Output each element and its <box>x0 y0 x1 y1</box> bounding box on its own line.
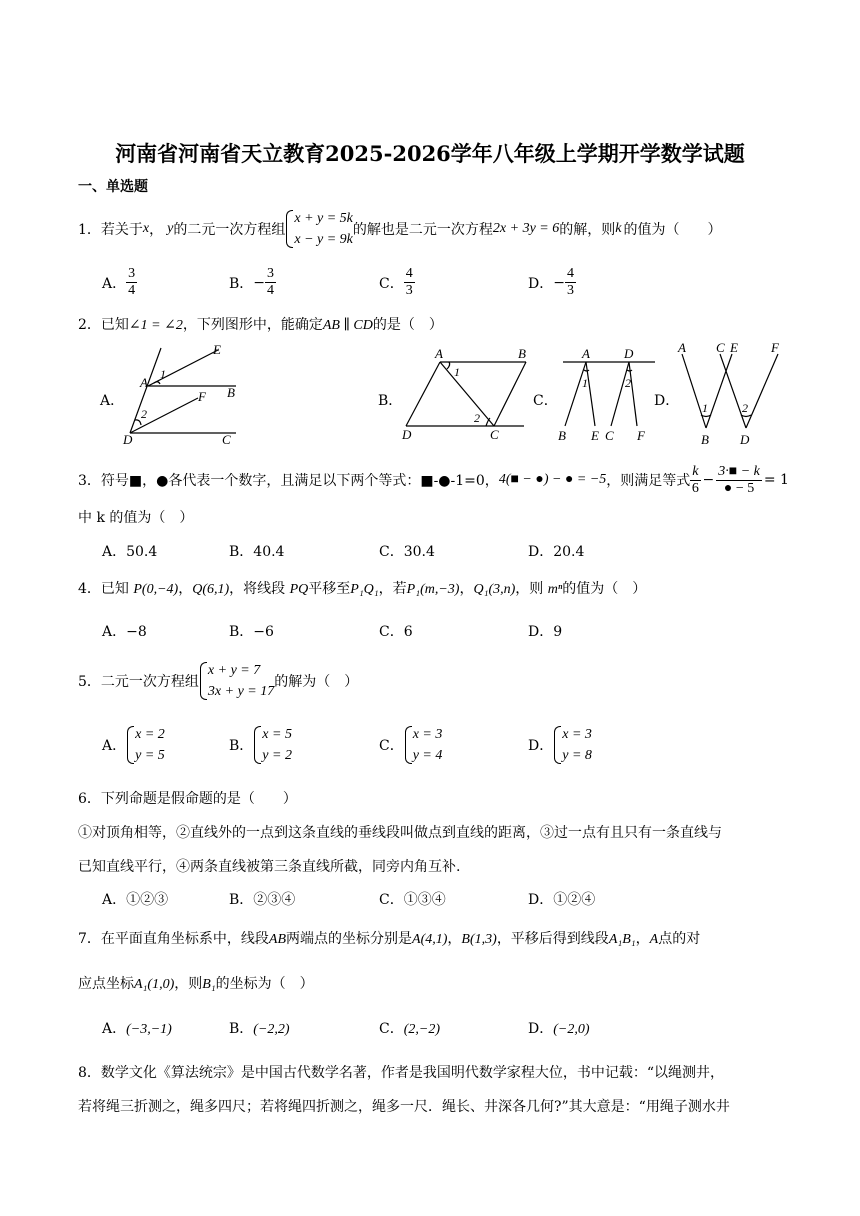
q1-eq3: 2x + 3y = 6 <box>492 221 560 236</box>
q3-fraction-a <box>690 464 700 497</box>
svg-text:D: D <box>402 427 412 442</box>
svg-text:F: F <box>771 340 779 355</box>
q4-text-e: ，则 <box>515 581 544 597</box>
q1-sep: ， <box>149 222 164 238</box>
denominator: 3 <box>405 283 413 298</box>
q7-point-a: A(4,1) <box>412 932 448 947</box>
svg-text:F: F <box>637 428 645 443</box>
question-3 <box>78 458 789 502</box>
q4-option-d[interactable]: D．9 <box>528 624 563 640</box>
q4-point-q: Q(6,1) <box>192 582 230 597</box>
option-eq2: y = 8 <box>562 748 592 763</box>
q1-option-a[interactable] <box>102 266 137 299</box>
question-1 <box>78 205 721 253</box>
svg-text:1: 1 <box>160 367 166 381</box>
svg-text:2: 2 <box>625 376 631 390</box>
option-eq1: x = 3 <box>412 727 443 742</box>
q7-segment-ab: AB <box>268 932 287 947</box>
option-eq1: x = 5 <box>262 727 292 742</box>
q1-pre: 1．若关于 <box>78 222 143 238</box>
q1-equation-system <box>285 208 353 250</box>
q6-line-2: 已知直线平行，④两条直线被第三条直线所截，同旁内角互补. <box>78 859 461 875</box>
q7-text-a: 7．在平面直角坐标系中，线段 <box>78 931 269 947</box>
q7-point-label-a: A <box>649 932 659 947</box>
q2-option-a-label[interactable]: A． <box>100 393 125 409</box>
option-eq2: y = 4 <box>412 748 443 763</box>
svg-text:A: A <box>435 346 443 361</box>
q1-option-d[interactable] <box>528 266 576 299</box>
numerator: 4 <box>566 266 574 281</box>
option-system <box>404 724 443 766</box>
section-heading: 一、单选题 <box>78 179 148 195</box>
q2-figure-d[interactable] <box>674 340 786 448</box>
q1-option-b[interactable] <box>229 266 276 299</box>
q6-line-1: ①对顶角相等，②直线外的一点到这条直线的垂线段叫做点到直线的距离，③过一点有且只有一条直线与 <box>78 825 722 841</box>
option-sign: − <box>253 274 266 291</box>
q3-option-d[interactable]: D．20.4 <box>528 544 585 560</box>
q2-mid: ，下列图形中，能确定 <box>182 317 323 333</box>
q4-comma: ， <box>178 581 193 597</box>
q5-option-c[interactable] <box>379 724 442 766</box>
question-6: 6．下列命题是假命题的是（ ） <box>78 791 297 807</box>
option-label: B． <box>229 275 254 292</box>
q8-line-2: 若将绳三折测之，绳多四尺；若将绳四折测之，绳多一尺．绳长、井深各几何?”其大意是：“用绳子测水井 <box>78 1099 730 1115</box>
option-system <box>553 724 592 766</box>
svg-text:A: A <box>140 375 148 390</box>
q3-text-b: ，则满足等式 <box>606 473 691 489</box>
option-label: C． <box>379 1021 404 1037</box>
q2-option-b-label[interactable]: B． <box>378 393 403 409</box>
q7-text-d: ，平移后得到线段 <box>496 931 609 947</box>
q1-mid: 的二元一次方程组 <box>173 222 286 238</box>
q7-option-d[interactable] <box>528 1018 590 1038</box>
svg-text:D: D <box>123 432 133 446</box>
option-eq1: x = 2 <box>135 727 165 742</box>
fraction <box>565 266 576 299</box>
q7-point-b: B(1,3) <box>461 932 497 947</box>
q3-option-a[interactable]: A．50.4 <box>102 544 158 560</box>
q1-y: y <box>167 221 174 236</box>
option-label: C． <box>379 738 404 754</box>
option-label: A． <box>102 738 127 754</box>
option-value: (−2,2) <box>253 1022 290 1037</box>
q4-segment-pq: PQ <box>289 582 309 597</box>
q7-point-a1: A₁(1,0) <box>134 977 175 992</box>
q4-text-c: 平移至 <box>308 581 351 597</box>
q4-segment-p1q1: P₁Q₁ <box>350 582 379 597</box>
svg-text:2: 2 <box>474 411 480 425</box>
q7-option-b[interactable] <box>229 1018 290 1038</box>
q4-text-b: ，将线段 <box>229 581 286 597</box>
option-sign: − <box>553 274 565 291</box>
question-7 <box>78 928 700 948</box>
denominator: 4 <box>267 283 275 298</box>
q3-text-a: 3．符号■，●各代表一个数字，且满足以下两个等式：■-●-1=0， <box>78 473 499 489</box>
q1-k: k <box>615 221 622 236</box>
question-2 <box>78 314 443 334</box>
option-eq2: y = 5 <box>135 748 165 763</box>
q1-x: x <box>142 221 150 236</box>
denominator: 6 <box>691 480 699 496</box>
option-eq2: y = 2 <box>262 748 292 763</box>
q4-option-a[interactable]: A．−8 <box>102 624 147 640</box>
svg-text:D: D <box>740 432 750 447</box>
q3-option-c[interactable]: C．30.4 <box>379 544 435 560</box>
numerator: 3 <box>128 266 136 281</box>
svg-text:B: B <box>701 432 709 447</box>
q5-equation-system <box>199 660 274 702</box>
option-label: A． <box>102 275 127 292</box>
q7-text-b: 两端点的坐标分别是 <box>286 931 413 947</box>
q7-text-c: ， <box>447 931 462 947</box>
svg-text:A: A <box>582 346 590 361</box>
svg-text:C: C <box>490 427 499 442</box>
q6-option-c[interactable]: C．①③④ <box>379 892 446 908</box>
q4-text-d: ，若 <box>378 581 407 597</box>
svg-text:B: B <box>227 385 235 400</box>
svg-text:C: C <box>605 428 614 443</box>
q2-figure-b[interactable] <box>398 346 533 442</box>
option-value: (−2,0) <box>553 1022 590 1037</box>
fraction <box>126 266 137 299</box>
q1-post: 的解，则 <box>559 222 616 238</box>
svg-text:C: C <box>716 340 725 355</box>
q6-option-d[interactable]: D．①②④ <box>528 892 596 908</box>
q7-text-i: 的坐标为（ ） <box>215 976 314 992</box>
q3-equation: 4(■ − ●) − ● = −5 <box>498 472 607 487</box>
q2-post: 的是（ ） <box>372 317 443 333</box>
q7-option-a[interactable] <box>102 1018 172 1038</box>
q7-point-b1: B₁ <box>202 977 216 992</box>
q1-eq1: x + y = 5k <box>294 211 353 226</box>
svg-text:B: B <box>518 346 526 361</box>
option-label: D． <box>528 738 554 754</box>
option-system <box>126 724 165 766</box>
q3-minus: − <box>702 472 715 488</box>
q7-text-g: 应点坐标 <box>78 976 134 992</box>
q6-option-b[interactable]: B．②③④ <box>229 892 296 908</box>
q2-option-c-label[interactable]: C． <box>533 393 558 409</box>
q7-text-f: 点的对 <box>658 931 701 947</box>
svg-text:A: A <box>678 340 686 355</box>
svg-text:E: E <box>213 342 221 357</box>
svg-text:B: B <box>558 428 566 443</box>
option-label: B． <box>229 738 254 754</box>
q2-option-d-label[interactable]: D． <box>654 393 680 409</box>
q5-pre: 5．二元一次方程组 <box>78 674 199 690</box>
q4-text-f: 的值为（ ） <box>562 581 647 597</box>
q4-power: mⁿ <box>547 582 563 597</box>
q4-point-p: P(0,−4) <box>133 582 179 597</box>
q1-mid2: 的解也是二元一次方程 <box>352 222 493 238</box>
q4-option-c[interactable]: C．6 <box>379 624 413 640</box>
q3-option-b[interactable]: B．40.4 <box>229 544 285 560</box>
q2-pre: 2．已知 <box>78 317 129 333</box>
q5-eq2: 3x + y = 17 <box>207 684 275 699</box>
q2-figure-c[interactable] <box>553 344 658 444</box>
option-label: A． <box>102 1021 127 1037</box>
option-system <box>253 724 292 766</box>
q3-line-2: 中 k 的值为（ ） <box>78 510 194 526</box>
svg-text:1: 1 <box>454 365 460 379</box>
q7-text-h: ，则 <box>174 976 203 992</box>
q7-segment-a1b1: A₁B₁ <box>608 932 636 947</box>
q5-option-b[interactable] <box>229 724 292 766</box>
svg-text:E: E <box>591 428 599 443</box>
option-value: (2,−2) <box>403 1022 440 1037</box>
numerator: k <box>692 463 699 479</box>
q7-text-e: ， <box>635 931 650 947</box>
q6-option-a[interactable]: A．①②③ <box>102 892 169 908</box>
q1-option-c[interactable] <box>379 266 415 299</box>
q5-eq1: x + y = 7 <box>207 663 261 678</box>
page-title: 河南省河南省天立教育2025-2026学年八年级上学期开学数学试题 <box>115 141 745 166</box>
q2-relation: AB ∥ CD <box>322 318 373 333</box>
option-eq1: x = 3 <box>562 727 592 742</box>
q4-comma-2: ， <box>459 581 474 597</box>
svg-text:C: C <box>222 432 231 446</box>
option-label: D． <box>528 275 554 292</box>
numerator: 3·■ − k <box>718 463 760 479</box>
q4-option-b[interactable]: B．−6 <box>229 624 274 640</box>
fraction <box>404 266 415 299</box>
svg-text:D: D <box>624 346 634 361</box>
q1-post2: 的值为（ ） <box>623 222 722 238</box>
q5-post: 的解为（ ） <box>274 674 359 690</box>
svg-text:2: 2 <box>141 407 147 421</box>
question-5 <box>78 658 358 704</box>
denominator: 4 <box>128 283 136 298</box>
q5-option-a[interactable] <box>102 724 165 766</box>
svg-text:1: 1 <box>582 376 588 390</box>
numerator: 3 <box>267 266 275 281</box>
q2-condition: ∠1 = ∠2 <box>128 318 183 333</box>
option-label: C． <box>379 275 404 292</box>
svg-text:F: F <box>198 389 206 404</box>
svg-text:E: E <box>730 340 738 355</box>
q2-figure-a[interactable] <box>118 340 248 446</box>
q4-text-a: 4．已知 <box>78 581 129 597</box>
option-label: B． <box>229 1021 254 1037</box>
q3-fraction-b <box>716 464 762 497</box>
option-value: (−3,−1) <box>126 1022 172 1037</box>
question-8: 8．数学文化《算法统宗》是中国古代数学名著，作者是我国明代数学家程大位，书中记载：“以绳测井， <box>78 1065 725 1081</box>
q4-point-q1: Q₁(3,n) <box>473 582 516 597</box>
question-4 <box>78 578 646 598</box>
denominator: 3 <box>566 283 574 298</box>
denominator: ● − 5 <box>723 480 755 496</box>
q7-line-2 <box>78 973 314 993</box>
option-label: D． <box>528 1021 554 1037</box>
q7-option-c[interactable] <box>379 1018 440 1038</box>
q5-option-d[interactable] <box>528 724 592 766</box>
q3-equals: = 1 <box>763 472 789 488</box>
svg-text:2: 2 <box>742 401 748 415</box>
q4-point-p1: P₁(m,−3) <box>406 582 460 597</box>
numerator: 4 <box>405 266 413 281</box>
q1-eq2: x − y = 9k <box>294 232 353 247</box>
svg-text:1: 1 <box>702 401 708 415</box>
fraction <box>265 266 276 299</box>
